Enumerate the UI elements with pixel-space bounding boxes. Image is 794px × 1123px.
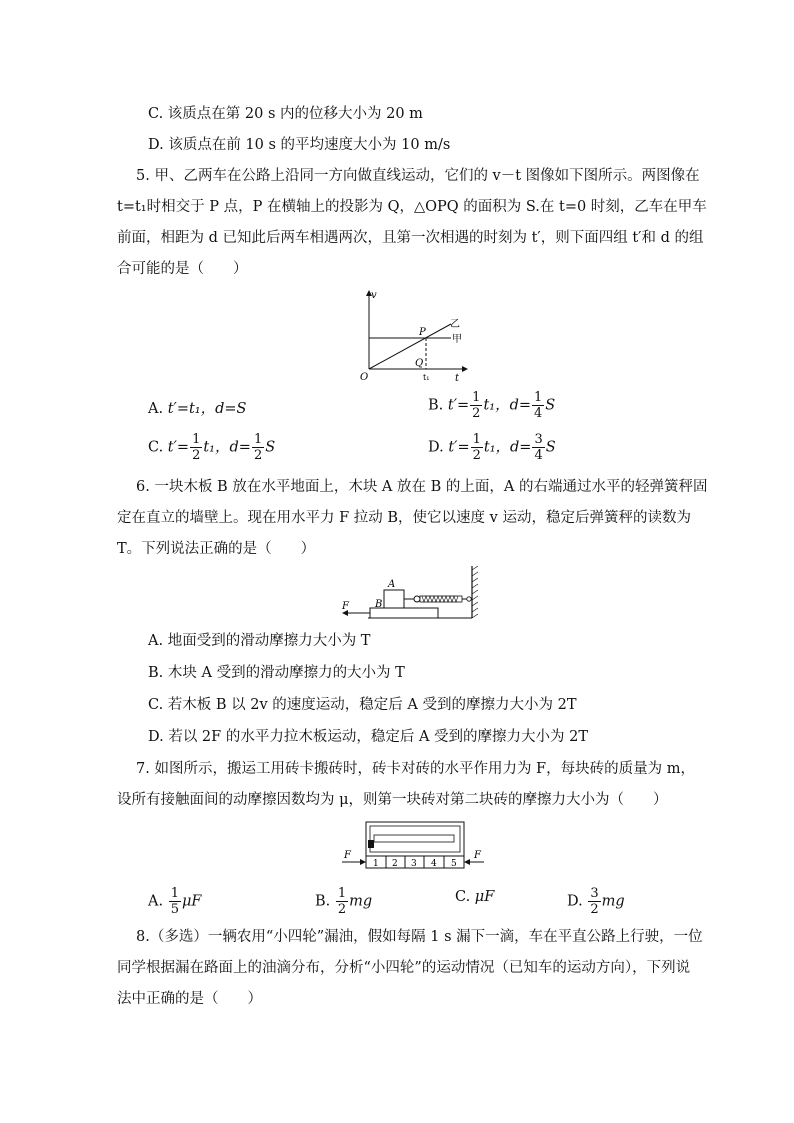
q5-stem-line-1: 5. 甲、乙两车在公路上沿同一方向做直线运动，它们的 v－t 图像如下图所示。两图像在 <box>136 168 700 184</box>
v-axis-label: v <box>371 290 377 301</box>
q7-stem-line-1: 7. 如图所示，搬运工用砖卡搬砖时，砖卡对砖的水平作用力为 F，每块砖的质量为 m， <box>136 761 695 777</box>
q6-option-b: B. 木块 A 受到的滑动摩擦力的大小为 T <box>148 665 405 681</box>
yi-line <box>369 324 451 369</box>
q5-stem-line-3: 前面，相距为 d 已知此后两车相遇两次，且第一次相遇的时刻为 t′，则下面四组 t′和 d 的组 <box>117 230 704 246</box>
q6-stem-line-1: 6. 一块木板 B 放在水平地面上，木块 A 放在 B 的上面，A 的右端通过水平的轻弹簧秤固 <box>136 479 708 495</box>
brick-1: 1 <box>373 859 379 869</box>
force-f-left: F <box>344 850 351 861</box>
q4-option-d: D. 该质点在前 10 s 的平均速度大小为 10 m/s <box>148 137 451 153</box>
q5-option-b: B. t′= $\frac{1}{2}$ t₁，d= $\frac{1}{4}$ S <box>428 390 556 421</box>
q8-stem-line-2: 同学根据漏在路面上的油滴分布，分析“小四轮”的运动情况（已知车的运动方向），下列说 <box>117 960 691 976</box>
q5-option-a: A. t′=t₁，d=S <box>148 401 247 417</box>
brick-4: 4 <box>431 859 437 869</box>
q8-stem-line-3: 法中正确的是（ ） <box>117 991 262 1007</box>
block-a <box>384 590 404 608</box>
q6-board-spring-figure <box>338 562 488 622</box>
q5-stem-line-4: 合可能的是（ ） <box>117 261 248 277</box>
label-f: F <box>342 601 349 612</box>
q6-option-c: C. 若木板 B 以 2v 的速度运动，稳定后 A 受到的摩擦力大小为 2T <box>148 697 577 713</box>
q7-brick-clamp-figure <box>338 818 488 872</box>
origin-label: O <box>360 372 369 383</box>
t1-label: t₁ <box>423 373 430 382</box>
q6-option-a: A. 地面受到的滑动摩擦力大小为 T <box>148 633 371 649</box>
brick-3: 3 <box>411 859 417 869</box>
point-p-label: P <box>419 327 426 338</box>
label-b: B <box>375 599 383 610</box>
q4-option-c: C. 该质点在第 20 s 内的位移大小为 20 m <box>148 106 423 122</box>
jia-label: 甲 <box>452 334 462 345</box>
q7-stem-line-2: 设所有接触面间的动摩擦因数均为 μ，则第一块砖对第二块砖的摩擦力大小为（ ） <box>117 792 668 808</box>
q7-option-a: A. $\frac{1}{5}$ μF <box>148 886 202 917</box>
q7-option-b: B. $\frac{1}{2}$ mg <box>315 886 373 917</box>
brick-5: 5 <box>451 859 457 869</box>
q6-stem-line-3: T。下列说法正确的是（ ） <box>117 541 316 557</box>
q7-option-d: D. $\frac{3}{2}$ mg <box>567 886 625 917</box>
q6-stem-line-2: 定在直立的墙壁上。现在用水平力 F 拉动 B，使它以速度 v 运动，稳定后弹簧秤的读数为 <box>117 510 691 526</box>
q5-option-d: D. t′= $\frac{1}{2}$ t₁，d= $\frac{3}{4}$ S <box>428 432 556 463</box>
force-f-right: F <box>474 850 481 861</box>
q5-stem-line-2: t=t₁时相交于 P 点，P 在横轴上的投影为 Q，△OPQ 的面积为 S.在 t=0 时刻，乙车在甲车 <box>117 199 707 215</box>
q6-option-d: D. 若以 2F 的水平力拉木板运动，稳定后 A 受到的摩擦力大小为 2T <box>148 729 589 745</box>
t-axis-label: t <box>455 373 460 384</box>
q7-option-c: C. μF <box>455 889 495 905</box>
brick-2: 2 <box>392 859 398 869</box>
label-a: A <box>388 579 396 590</box>
q5-option-c: C. t′= $\frac{1}{2}$ t₁，d= $\frac{1}{2}$ S <box>148 432 276 463</box>
yi-label: 乙 <box>450 319 460 330</box>
q5-vt-graph <box>355 287 475 385</box>
q8-stem-line-1: 8.（多选）一辆农用“小四轮”漏油，假如每隔 1 s 漏下一滴，车在平直公路上行驶，一位 <box>136 929 703 945</box>
point-q-label: Q <box>415 358 424 369</box>
